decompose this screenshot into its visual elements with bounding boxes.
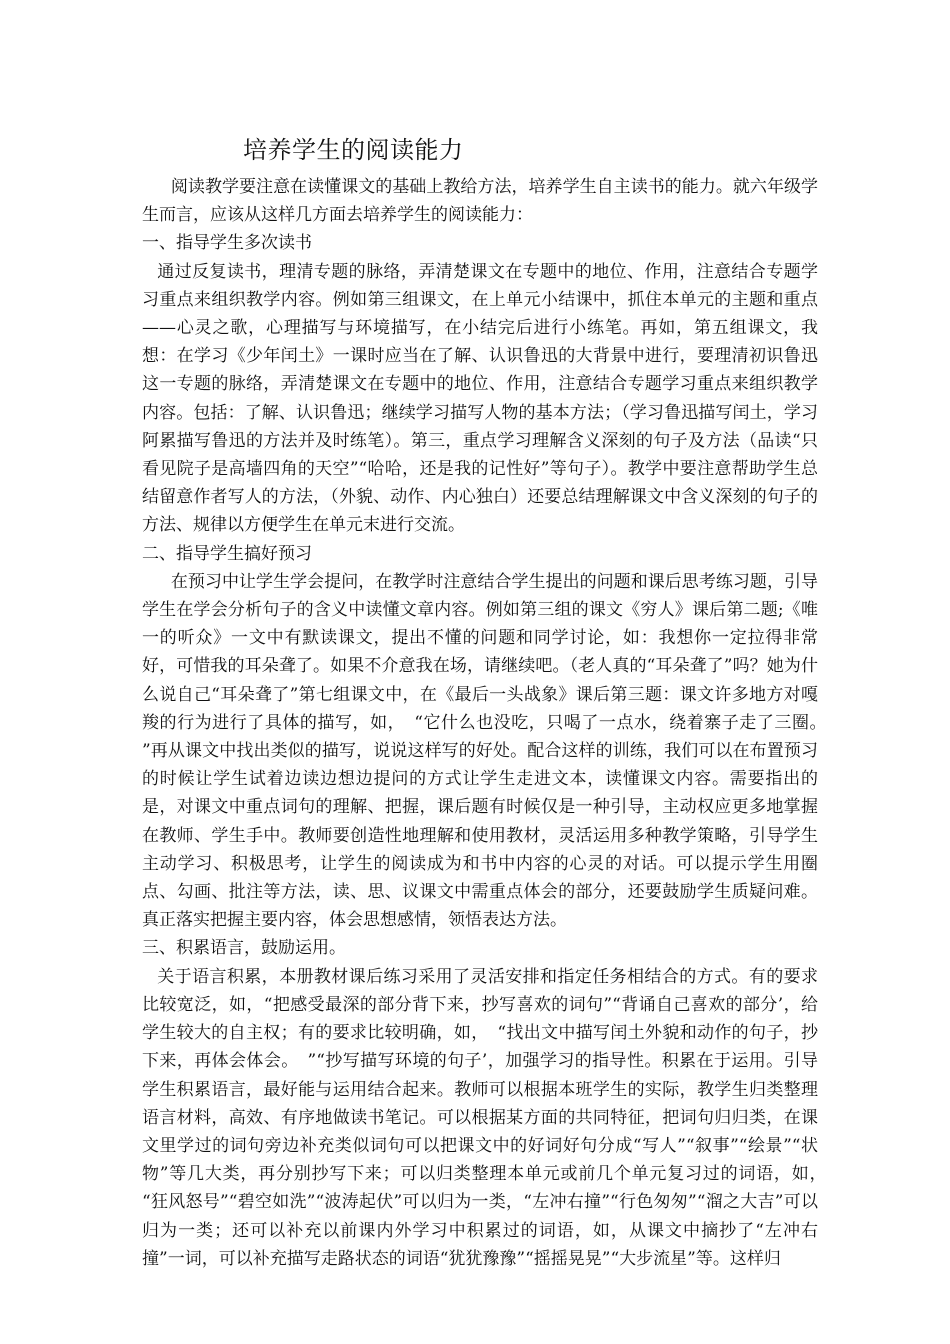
section-2-paragraph: 在预习中让学生学会提问，在教学时注意结合学生提出的问题和课后思考练习题，引导学生在学会分析句子的含义中读懂文章内容。例如第三组的课文《穷人》课后第二题;《唯一的听众》一文中有默读课文，提出不懂的问题和同学讨论，如：我想你一定拉得非常好，可惜我的耳朵聋了。如果不介意我在场，请继续吧。（老人真的“耳朵聋了”吗？她为什么说自己“耳朵聋了”第七组课文中，在《最后一头战象》课后第三题：课文许多地方对嘎羧的行为进行了具体的描写，如， “它什么也没吃，只喝了一点水，绕着寨子走了三圈。 ”再从课文中找出类似的描写，说说这样写的好处。配合这样的训练，我们可以在布置预习的时候让学生试着边读边想边提问的方式让学生走进文本，读懂课文内容。需要指出的是，对课文中重点词句的理解、把握，课后题有时候仅是一种引导，主动权应更多地掌握在教师、学生手中。教师要创造性地理解和使用教材，灵活运用多种教学策略，引导学生主动学习、积极思考，让学生的阅读成为和书中内容的心灵的对话。可以提示学生用圈点、勾画、批注等方法，读、思、议课文中需重点体会的部分，还要鼓励学生质疑问难。真正落实把握主要内容，体会思想感情，领悟表达方法。 [142, 571, 835, 931]
document-body [142, 173, 835, 1273]
section-1-heading: 一、指导学生多次读书 [142, 233, 312, 254]
section-2-heading: 二、指导学生搞好预习 [142, 543, 312, 564]
section-1-paragraph: 通过反复读书，理清专题的脉络，弄清楚课文在专题中的地位、作用，注意结合专题学习重点来组织教学内容。例如第三组课文，在上单元小结课中，抓住本单元的主题和重点——心灵之歌，心理描写与环境描写，在小结完后进行小练笔。再如，第五组课文，我想：在学习《少年闰土》一课时应当在了解、认识鲁迅的大背景中进行，要理清初识鲁迅这一专题的脉络，弄清楚课文在专题中的地位、作用，注意结合专题学习重点来组织教学内容。包括：了解、认识鲁迅；继续学习描写人物的基本方法；（学习鲁迅描写闰土，学习阿累描写鲁迅的方法并及时练笔）。第三，重点学习理解含义深刻的句子及方法（品读“只看见院子是高墙四角的天空”“哈哈，还是我的记性好”等句子）。教学中要注意帮助学生总结留意作者写人的方法，（外貌、动作、内心独白）还要总结理解课文中含义深刻的句子的方法、规律以方便学生在单元末进行交流。 [142, 261, 818, 536]
section-3-heading: 三、积累语言，鼓励运用。 [142, 938, 346, 959]
document-title: 培养学生的阅读能力 [243, 136, 464, 164]
section-3-paragraph: 关于语言积累，本册教材课后练习采用了灵活安排和指定任务相结合的方式。有的要求比较宽泛，如，“把感受最深的部分背下来，抄写喜欢的词句”“背诵自己喜欢的部分’，给学生较大的自主权；有的要求比较明确，如， “找出文中描写闰土外貌和动作的句子，抄下来，再体会体会。 ”“抄写描写环境的句子’，加强学习的指导性。积累在于运用。引导学生积累语言，最好能与运用结合起来。教师可以根据本班学生的实际，教学生归类整理语言材料，高效、有序地做读书笔记。可以根据某方面的共同特征，把词句归归类，在课文里学过的词句旁边补充类似词句可以把课文中的好词好句分成“写人”“叙事”“绘景”“状物”等几大类，再分别抄写下来；可以归类整理本单元或前几个单元复习过的词语，如， “狂风怒号”“碧空如洗”“波涛起伏”可以归为一类，“左冲右撞”“行色匆匆”“溜之大吉”可以归为一类；还可以补充以前课内外学习中积累过的词语，如，从课文中摘抄了“左冲右撞”一词，可以补充描写走路状态的词语“犹犹豫豫”“摇摇晃晃”“大步流星”等。这样归 [142, 966, 835, 1269]
intro-paragraph: 阅读教学要注意在读懂课文的基础上教给方法，培养学生自主读书的能力。就六年级学生而言，应该从这样几方面去培养学生的阅读能力： [142, 177, 818, 226]
